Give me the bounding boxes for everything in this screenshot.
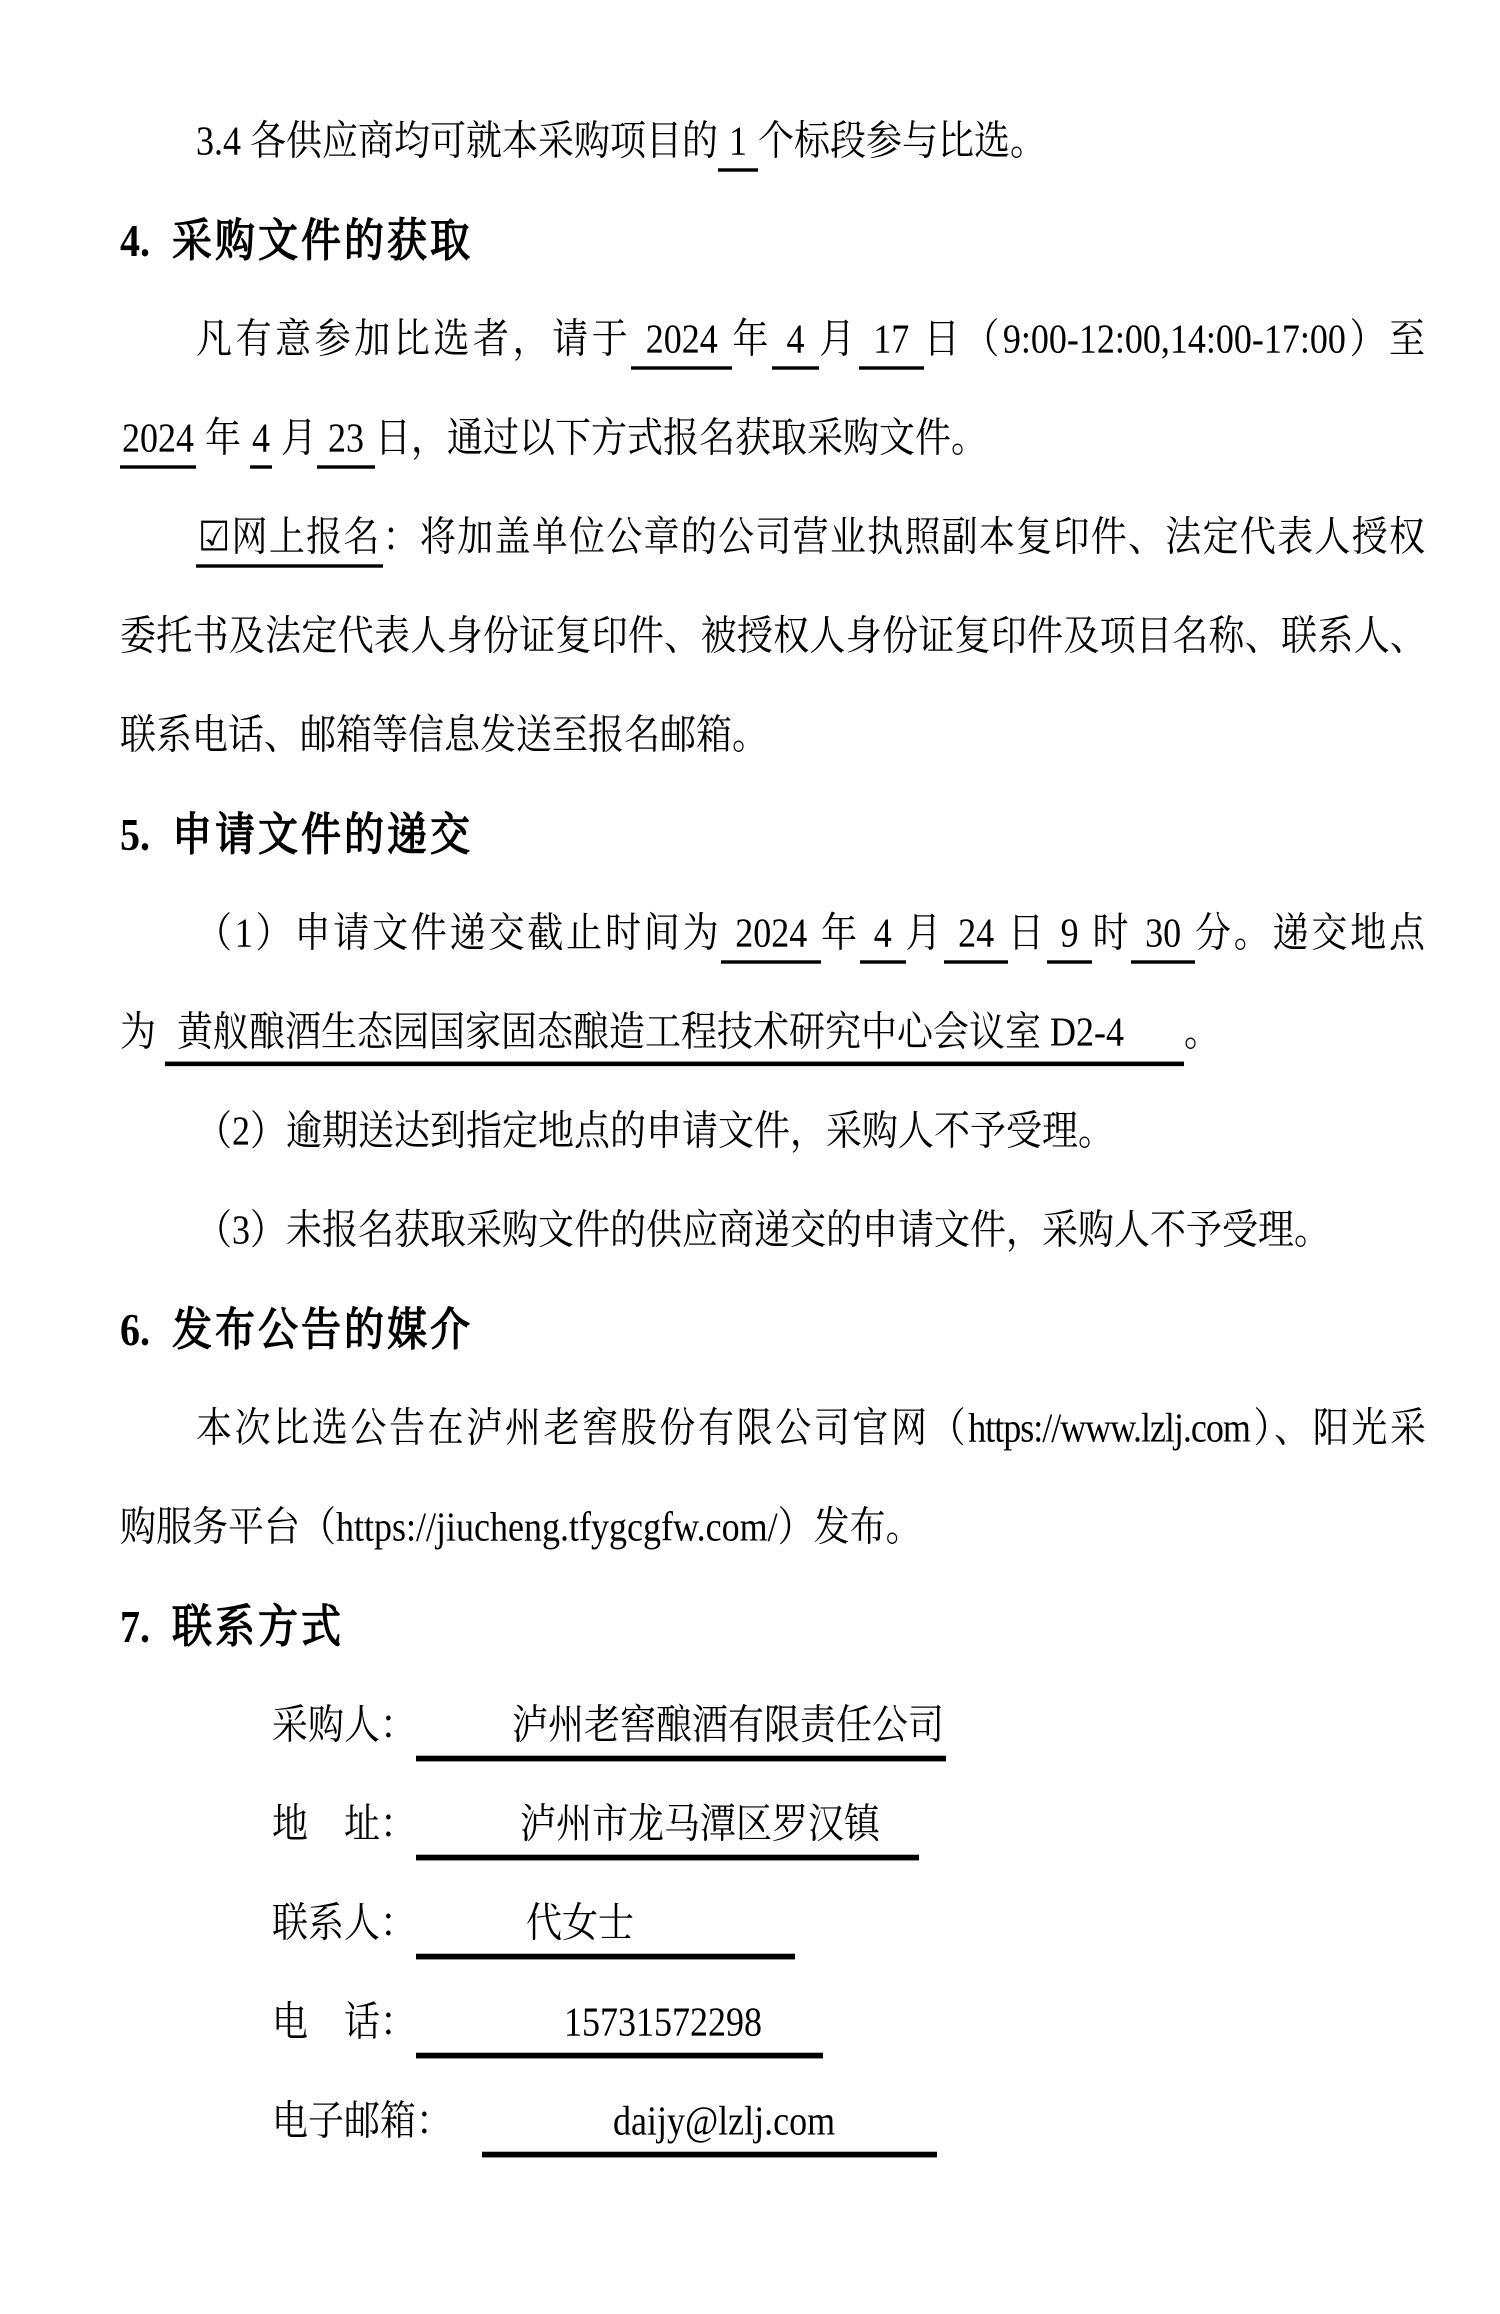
online-registration-label: 网上报名 — [230, 514, 381, 560]
sec5-p1-s3: 月 — [905, 910, 945, 956]
heading-section-4 — [120, 184, 1425, 297]
heading-7-number: 7. — [120, 1600, 150, 1653]
sec5-item-3: （3）未报名获取采购文件的供应商递交的申请文件，采购人不予受理。 — [196, 1207, 1331, 1253]
month-underlined: 4 — [860, 910, 906, 964]
day-underlined: 23 — [317, 415, 375, 469]
email-label: 电子邮箱： — [272, 2098, 453, 2144]
year-underlined: 2024 — [120, 415, 196, 469]
contact-row-person — [120, 1867, 1425, 1980]
heading-section-6 — [120, 1273, 1425, 1386]
heading-6-title: 发布公告的媒介 — [172, 1304, 473, 1356]
contact-person-value: 代女士 — [416, 1897, 795, 1960]
address-label: 地 址： — [272, 1801, 417, 1847]
purchaser-label: 采购人： — [272, 1702, 417, 1748]
contact-row-address — [120, 1768, 1425, 1881]
sec6-paragraph-line-1: 本次比选公告在泸州老窖股份有限公司官网（https://www.lzlj.com）、阳光采 — [196, 1405, 1425, 1451]
sec4-paragraph-line-2 — [120, 382, 1425, 495]
heading-4-number: 4. — [120, 214, 150, 267]
heading-4-title: 采购文件的获取 — [172, 215, 473, 267]
heading-5-title: 申请文件的递交 — [172, 809, 473, 861]
sec4-p1-s2: 年 — [732, 316, 772, 362]
address-value: 泸州市龙马潭区罗汉镇 — [416, 1798, 919, 1861]
sec5-p2-s2: 。 — [1184, 1009, 1221, 1055]
sec5-item-1-line-1 — [120, 877, 1425, 990]
heading-5-number: 5. — [120, 808, 150, 861]
sec5-p1-s2: 年 — [821, 910, 860, 956]
day-underlined: 24 — [944, 910, 1008, 964]
online-registration-line-3: 联系电话、邮箱等信息发送至报名邮箱。 — [120, 712, 769, 758]
month-underlined: 4 — [250, 415, 272, 469]
clause-3-4-pre: 3.4 各供应商均可就本采购项目的 — [196, 118, 719, 164]
heading-section-5 — [120, 778, 1425, 891]
sec5-p2-s1: 为 — [120, 1009, 166, 1055]
month-underlined: 4 — [772, 316, 819, 370]
sec4-p2-s2: 月 — [272, 415, 318, 461]
purchaser-value: 泸州老窖酿酒有限责任公司 — [416, 1699, 946, 1762]
year-underlined: 2024 — [631, 316, 732, 370]
online-registration-text: 将加盖单位公章的公司营业执照副本复印件、法定代表人授权 — [419, 514, 1425, 560]
heading-7-title: 联系方式 — [172, 1601, 344, 1653]
day-underlined: 17 — [859, 316, 924, 370]
sec4-p2-s3: 日，通过以下方式报名获取采购文件。 — [375, 415, 988, 461]
sec4-p1-s4: 日（9:00-12:00,14:00-17:00）至 — [923, 316, 1426, 362]
sec4-paragraph-line-1 — [120, 283, 1425, 396]
sec4-p1-s1: 凡有意参加比选者，请于 — [196, 316, 632, 362]
email-value: daijy@lzlj.com — [482, 2095, 937, 2158]
clause-3-4 — [120, 85, 1425, 198]
online-registration-colon: ： — [382, 514, 420, 560]
hour-underlined: 9 — [1047, 910, 1093, 964]
online-registration-line-2: 委托书及法定代表人身份证复印件、被授权人身份证复印件及项目名称、联系人、 — [120, 613, 1425, 659]
online-registration-underlined — [196, 514, 383, 568]
checked-checkbox-icon: ☑ — [198, 514, 231, 560]
sec6-paragraph-line-2: 购服务平台（https://jiucheng.tfygcgfw.com/）发布。 — [120, 1504, 922, 1550]
sec5-item-1-line-2 — [120, 976, 1425, 1089]
lot-count-underlined: 1 — [718, 118, 758, 172]
minute-underlined: 30 — [1131, 910, 1195, 964]
heading-6-number: 6. — [120, 1303, 150, 1356]
sec5-p1-s4: 日 — [1008, 910, 1047, 956]
sec4-p2-s1: 年 — [196, 415, 251, 461]
phone-label: 电 话： — [272, 1999, 417, 2045]
submission-location-underlined: 黄舣酿酒生态园国家固态酿造工程技术研究中心会议室 D2-4 — [165, 1009, 1184, 1066]
phone-value: 15731572298 — [416, 1996, 823, 2059]
sec4-p1-s3: 月 — [819, 316, 859, 362]
contact-row-email — [120, 2065, 1425, 2178]
contact-person-label: 联系人： — [272, 1900, 417, 1946]
contact-row-purchaser — [120, 1669, 1425, 1782]
sec5-p1-s6: 分。递交地点 — [1194, 910, 1426, 956]
clause-3-4-post: 个标段参与比选。 — [758, 118, 1047, 164]
heading-section-7 — [120, 1570, 1425, 1683]
sec5-p1-s1: （1）申请文件递交截止时间为 — [196, 910, 722, 956]
online-registration-line-1 — [120, 481, 1425, 594]
sec5-p1-s5: 时 — [1092, 910, 1132, 956]
contact-row-phone — [120, 1966, 1425, 2079]
year-underlined: 2024 — [721, 910, 821, 964]
sec5-item-2: （2）逾期送达到指定地点的申请文件，采购人不予受理。 — [196, 1108, 1115, 1154]
